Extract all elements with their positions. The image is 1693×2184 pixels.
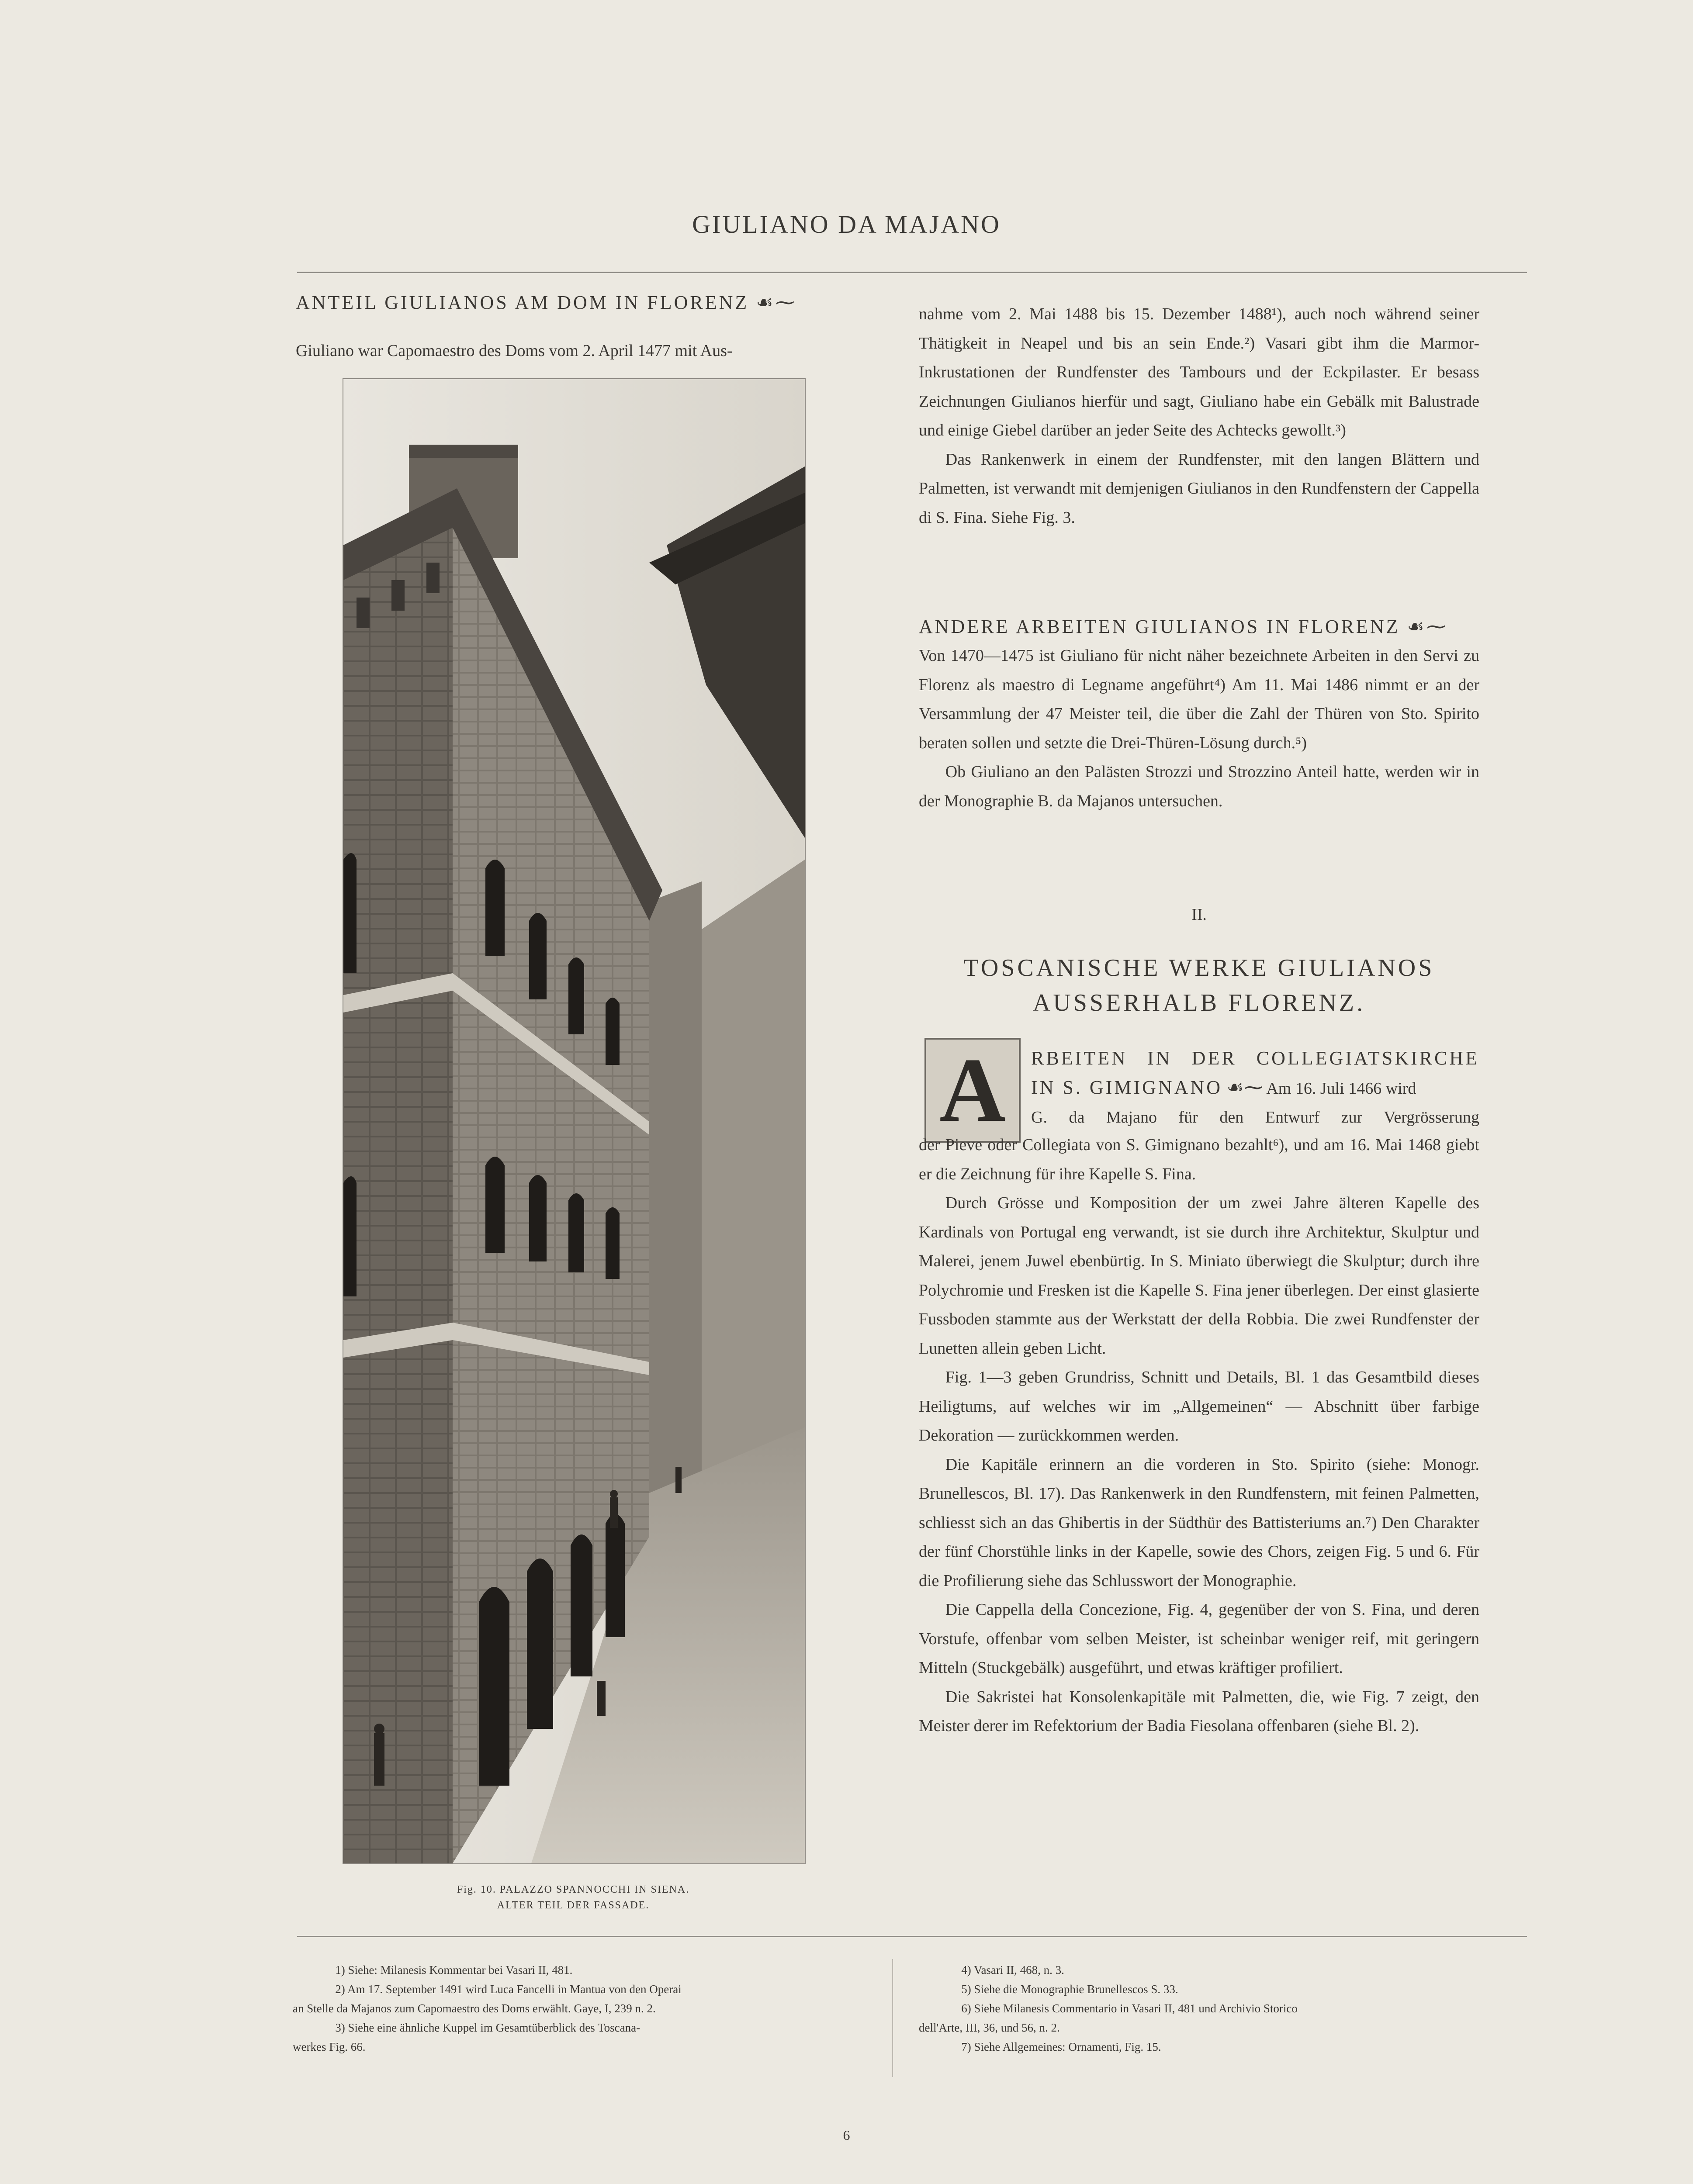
section-heading-andere (919, 612, 1479, 642)
right-column-3 (919, 1130, 1479, 1741)
chapter-number: II. (1191, 905, 1207, 924)
footnote: 7) Siehe Allgemeines: Ornamenti, Fig. 15. (961, 2040, 1161, 2053)
footnote: 5) Siehe die Monographie Brunellescos S. 33. (961, 1983, 1178, 1996)
paragraph: Ob Giuliano an den Palästen Strozzi und Strozzino Anteil hatte, werden wir in der Monographie B. da Majanos untersuchen. (919, 763, 1479, 810)
page-number: 6 (843, 2127, 850, 2143)
footnotes-left (293, 1960, 856, 2056)
section-lead-text: G. da Majano für den Entwurf zur Vergrösserung (1031, 1108, 1479, 1127)
right-column (919, 300, 1479, 532)
section-heading-text: IN S. GIMIGNANO (1031, 1076, 1222, 1098)
caption-line-1: Fig. 10. PALAZZO SPANNOCCHI IN SIENA. (457, 1884, 690, 1895)
footnote: 4) Vasari II, 468, n. 3. (961, 1963, 1064, 1977)
drop-cap: A (924, 1038, 1021, 1143)
paragraph: Die Kapitäle erinnern an die vorderen in Sto. Spirito (siehe: Monogr. Brunellescos, Bl. 17). Das Rankenwerk in den Rundfenstern, mit feinen Palmetten, schliesst sich an das Ghibertis in der Südthür des Battisteriums an.⁷) Den Charakter der fünf Chorstühle links in der Kapelle, sowie des Chors, zeigen Fig. 5 und 6. Für die Profilierung siehe das Schlusswort der Monographie. (919, 1455, 1479, 1590)
figure-photo (343, 378, 806, 1864)
section-lead (1031, 1044, 1479, 1132)
footnote: dell'Arte, III, 36, und 56, n. 2. (919, 2021, 1060, 2034)
section-lead-text: Am 16. Juli 1466 wird (1266, 1079, 1416, 1098)
footnotes-right (919, 1960, 1479, 2056)
figure-caption (343, 1882, 804, 1913)
chapter-title (919, 950, 1479, 1020)
footnote: 3) Siehe eine ähnliche Kuppel im Gesamtüberblick des Toscana- (335, 2021, 641, 2034)
running-header: GIULIANO DA MAJANO (692, 210, 1001, 238)
intro-text: Giuliano war Capomaestro des Doms vom 2. April 1477 mit Aus- (296, 342, 733, 360)
caption-line-2: ALTER TEIL DER FASSADE. (497, 1900, 650, 1911)
ornament-icon: ☙⁓ (1407, 616, 1448, 637)
paragraph: Durch Grösse und Komposition der um zwei Jahre älteren Kapelle des Kardinals von Portugal eng verwandt, ist sie durch ihre Architektur, Skulptur und Malerei, jenem Juwel ebenbürtig. In S. Miniato überwiegt die Skulptur; durch ihre Polychromie und Fresken ist die Kapelle S. Fina jener überlegen. Der einst glasierte Fussboden stammte aus der Werkstatt der della Robbia. Die zwei Rundfenster der Lunetten allein geben Licht. (919, 1194, 1479, 1358)
paragraph: Das Rankenwerk in einem der Rundfenster, mit den langen Blättern und Palmetten, ist verwandt mit demjenigen Giulianos in den Rundfenstern der Cappella di S. Fina. Siehe Fig. 3. (919, 450, 1479, 527)
footnote: 1) Siehe: Milanesis Kommentar bei Vasari II, 481. (335, 1963, 573, 1977)
section-heading-text: ANTEIL GIULIANOS AM DOM IN FLORENZ (296, 292, 749, 313)
footnote-divider (892, 1959, 893, 2077)
header-rule (297, 272, 1527, 273)
footnote: werkes Fig. 66. (293, 2040, 366, 2053)
paragraph: Fig. 1—3 geben Grundriss, Schnitt und Details, Bl. 1 das Gesamtbild dieses Heiligtums, auf welches wir im „Allgemeinen“ — Abschnitt über farbige Dekoration — zurückkommen werden. (919, 1368, 1479, 1444)
footnote-rule (297, 1936, 1527, 1937)
footnote: 6) Siehe Milanesis Commentario in Vasari II, 481 und Archivio Storico (961, 2002, 1298, 2015)
right-column-2 (919, 641, 1479, 816)
footnote: 2) Am 17. September 1491 wird Luca Fancelli in Mantua von den Operai (335, 1983, 682, 1996)
section-heading-text: ANDERE ARBEITEN GIULIANOS IN FLORENZ (919, 616, 1400, 637)
left-intro (296, 336, 859, 366)
ornament-icon: ☙⁓ (1226, 1076, 1263, 1098)
paragraph: Die Cappella della Concezione, Fig. 4, gegenüber der von S. Fina, und deren Vorstufe, offenbar vom selben Meister, ist scheinbar weniger reif, mit geringern Mitteln (Stuckgebälk) ausgeführt, und etwas kräftiger profiliert. (919, 1600, 1479, 1677)
palazzo-photo-illustration (343, 379, 805, 1863)
ornament-icon: ☙⁓ (756, 292, 797, 313)
chapter-title-line-1: TOSCANISCHE WERKE GIULIANOS (963, 954, 1435, 981)
paragraph: nahme vom 2. Mai 1488 bis 15. Dezember 1488¹), auch noch während seiner Thätigkeit in Neapel und bis an sein Ende.²) Vasari gibt ihm die Marmor-Inkrustationen der Rundfenster des Tambours und der Eckpilaster. Er besass Zeichnungen Giulianos hierfür und sagt, Giuliano habe ein Gebälk mit Balustrade und einige Giebel darüber an jeder Seite des Achtecks gewollt.³) (919, 305, 1479, 439)
paragraph: Die Sakristei hat Konsolenkapitäle mit Palmetten, die, wie Fig. 7 zeigt, den Meister derer im Refektorium der Badia Fiesolana offenbaren (siehe Bl. 2). (919, 1687, 1479, 1735)
section-heading-text: RBEITEN IN DER COLLEGIATSKIRCHE (1031, 1047, 1479, 1069)
paragraph: der Pieve oder Collegiata von S. Gimignano bezahlt⁶), und am 16. Mai 1468 giebt er die Zeichnung für ihre Kapelle S. Fina. (919, 1136, 1479, 1183)
paragraph: Von 1470—1475 ist Giuliano für nicht näher bezeichnete Arbeiten in den Servi zu Florenz als maestro di Legname angeführt⁴) Am 11. Mai 1486 nimmt er an der Versammlung der 47 Meister teil, die über die Zahl der Thüren von Sto. Spirito beraten sollen und setzte die Drei-Thüren-Lösung durch.⁵) (919, 646, 1479, 752)
footnote: an Stelle da Majanos zum Capomaestro des Doms erwählt. Gaye, I, 239 n. 2. (293, 2002, 656, 2015)
chapter-title-line-2: AUSSERHALB FLORENZ. (1032, 989, 1366, 1016)
section-heading-dom (296, 288, 859, 318)
